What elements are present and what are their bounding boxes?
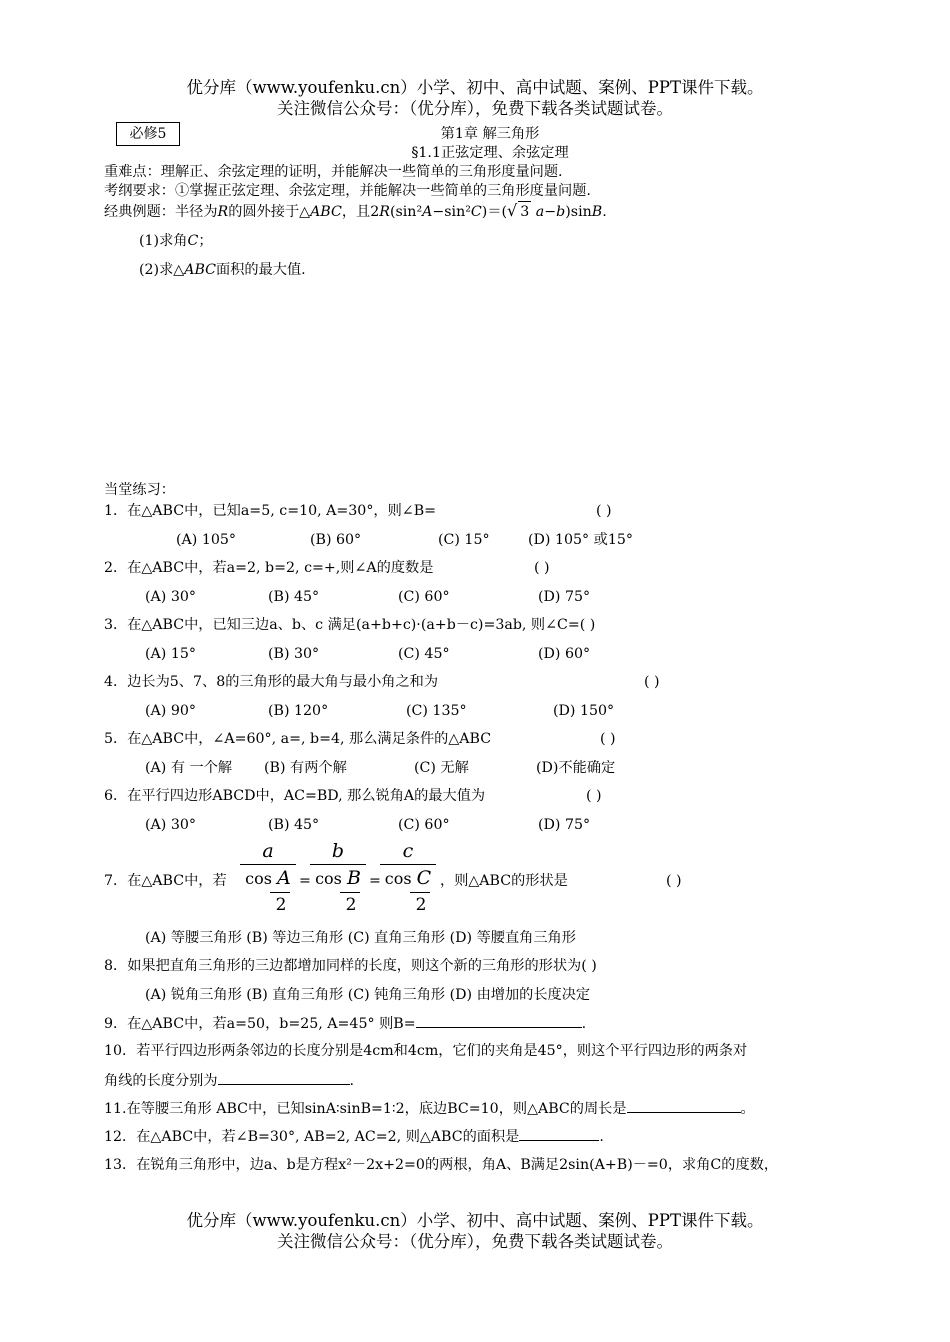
fraction-b-over-cos-b: b cos B 2: [310, 840, 366, 915]
fraction-a-over-cos-a: a cos A 2: [240, 840, 296, 915]
equals-sign: =: [299, 873, 311, 889]
question-7-tail: ，则△ABC的形状是: [440, 873, 568, 889]
question-6-paren: ( ): [586, 788, 602, 804]
question-5-stem: 5．在△ABC中，∠A=60°, a=, b=4, 那么满足条件的△ABC: [104, 731, 492, 747]
option: (A) 105°: [176, 532, 236, 548]
question-4-paren: ( ): [644, 674, 660, 690]
header-line-2: 关注微信公众号：（优分库），免费下载各类试题试卷。: [277, 99, 673, 118]
option: (D) 150°: [553, 703, 615, 719]
question-7-options: (A) 等腰三角形 (B) 等边三角形 (C) 直角三角形 (D) 等腰直角三角形: [145, 930, 576, 946]
fraction-c-over-cos-c: c cos C 2: [380, 840, 436, 915]
key-points: 重难点：理解正、余弦定理的证明，并能解决一些简单的三角形度量问题.: [104, 164, 563, 180]
question-12: 12．在△ABC中，若∠B=30°, AB=2, AC=2, 则△ABC的面积是 .: [104, 1126, 604, 1147]
question-10-line-1: 10．若平行四边形两条邻边的长度分别是4cm和4cm，它们的夹角是45°，则这个平行四边形的两条对: [104, 1043, 748, 1059]
option: (D) 75°: [538, 817, 591, 833]
option: (A) 30°: [145, 589, 196, 605]
footer-line-1: 优分库（www.youfenku.cn）小学、初中、高中试题、案例、PPT课件下载。: [186, 1211, 764, 1230]
option: (A) 15°: [145, 646, 196, 662]
option: (A) 有 一个解: [145, 760, 233, 776]
example-question-2: (2)求△ABC面积的最大值.: [139, 262, 306, 278]
answer-blank: [519, 1126, 599, 1141]
option: (D)不能确定: [536, 760, 616, 776]
option: (C) 无解: [414, 760, 469, 776]
option: (D) 60°: [538, 646, 591, 662]
section-title: §1.1正弦定理、余弦定理: [411, 145, 569, 161]
question-11: 11.在等腰三角形 ABC中，已知sinA∶sinB=1∶2，底边BC=10，则△ABC的周长是 。: [104, 1098, 755, 1119]
option: (C) 15°: [438, 532, 490, 548]
requirements: 考纲要求：①掌握正弦定理、余弦定理，并能解决一些简单的三角形度量问题.: [104, 183, 591, 199]
footer-line-2: 关注微信公众号：（优分库），免费下载各类试题试卷。: [277, 1232, 673, 1251]
chapter-title: 第1章 解三角形: [440, 126, 540, 142]
option: (C) 60°: [398, 817, 450, 833]
question-2-stem: 2．在△ABC中，若a=2, b=2, c=+,则∠A的度数是: [104, 560, 434, 576]
question-7-paren: ( ): [666, 873, 682, 889]
option: (C) 45°: [398, 646, 450, 662]
question-2-paren: ( ): [534, 560, 550, 576]
question-6-stem: 6．在平行四边形ABCD中，AC=BD, 那么锐角A的最大值为: [104, 788, 486, 804]
option: (D) 105° 或15°: [528, 532, 633, 548]
answer-blank: [627, 1098, 741, 1113]
question-5-paren: ( ): [600, 731, 616, 747]
question-3-stem: 3．在△ABC中，已知三边a、b、c 满足(a+b+c)·(a+b－c)=3ab, 则∠C=( ): [104, 617, 596, 633]
option: (C) 135°: [406, 703, 467, 719]
question-4-stem: 4．边长为5、7、8的三角形的最大角与最小角之和为: [104, 674, 439, 690]
equals-sign: =: [369, 873, 381, 889]
question-1-stem: 1．在△ABC中，已知a=5, c=10, A=30°，则∠B=: [104, 503, 437, 519]
option: (D) 75°: [538, 589, 591, 605]
question-7-stem: 7．在△ABC中，若: [104, 873, 227, 889]
question-9: 9．在△ABC中，若a=50，b=25, A=45° 则B= .: [104, 1013, 586, 1034]
option: (C) 60°: [398, 589, 450, 605]
option: (B) 120°: [268, 703, 329, 719]
option: (B) 45°: [268, 589, 320, 605]
textbook-box: 必修5: [116, 122, 180, 146]
option: (B) 30°: [268, 646, 320, 662]
example-problem: 经典例题：半径为R的圆外接于△ABC，且2R(sin²A−sin²C)＝(√ 3 a−b)sinB.: [104, 201, 607, 220]
option: (A) 90°: [145, 703, 196, 719]
question-8-options: (A) 锐角三角形 (B) 直角三角形 (C) 钝角三角形 (D) 由增加的长度决定: [145, 987, 591, 1003]
option: (B) 45°: [268, 817, 320, 833]
question-8-stem: 8．如果把直角三角形的三边都增加同样的长度，则这个新的三角形的形状为( ): [104, 958, 597, 974]
option: (B) 60°: [310, 532, 362, 548]
option: (B) 有两个解: [264, 760, 347, 776]
answer-blank: [416, 1013, 582, 1028]
option: (A) 30°: [145, 817, 196, 833]
practice-title: 当堂练习：: [104, 482, 175, 498]
question-1-paren: ( ): [596, 503, 612, 519]
answer-blank: [218, 1070, 350, 1085]
header-line-1: 优分库（www.youfenku.cn）小学、初中、高中试题、案例、PPT课件下载。: [186, 78, 764, 97]
question-10-line-2: 角线的长度分别为 .: [104, 1070, 354, 1091]
question-13: 13．在锐角三角形中，边a、b是方程x²－2x+2=0的两根，角A、B满足2sin(A+B)－=0，求角C的度数，: [104, 1157, 779, 1173]
example-question-1: (1)求角C；: [139, 233, 213, 249]
